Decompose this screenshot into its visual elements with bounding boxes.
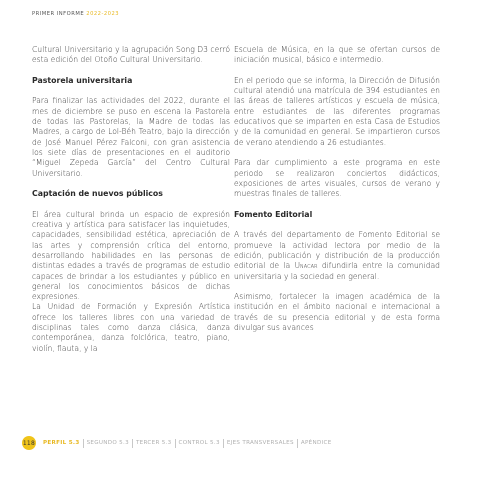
- paragraph: A través del departamento de Fomento Editorial se promueve la actividad lectora por medio de la edición, publicación y distribución de la producción editorial de la Unacar difundirla entre la comunidad universitaria y la sociedad en general.: [234, 230, 440, 281]
- footer-nav-item[interactable]: APÉNDICE: [300, 440, 332, 446]
- nav-separator: [175, 439, 176, 448]
- nav-separator: [132, 439, 133, 448]
- running-header: [32, 11, 119, 17]
- paragraph: El área cultural brinda un espacio de expresión creativa y artística para satisfacer las inquietudes, capacidades, sensibilidad estética, apreciación de las artes y comprensión crítica del entorno, desarrollando habilidades en las personas de distintas edades a través de programas de estudio capaces de brindar a los estudiantes y público en general los conocimientos básicos de dichas expresiones.: [32, 209, 230, 302]
- footer-nav-item[interactable]: EJES TRANSVERSALES: [226, 440, 294, 446]
- institution-name: Unacar: [294, 261, 318, 271]
- header-years: 2022-2023: [86, 11, 120, 17]
- section-heading: Pastorela universitaria: [32, 75, 133, 85]
- page-number: 118: [22, 436, 36, 450]
- nav-separator: [223, 439, 224, 448]
- footer-nav: [22, 437, 452, 449]
- section-heading: Fomento Editorial: [234, 209, 313, 219]
- right-column: [234, 45, 440, 344]
- footer-nav-item[interactable]: PERFIL 5.3: [43, 440, 80, 446]
- section-heading: Captación de nuevos públicos: [32, 189, 163, 199]
- nav-separator: [297, 439, 298, 448]
- footer-nav-item[interactable]: SEGUNDO 5.3: [86, 440, 129, 446]
- paragraph: Para finalizar las actividades del 2022, durante el mes de diciembre se puso en escena la Pastorela de todas las Pastorelas, la Madre de todas las Madres, a cargo de Lol-Béh Teatro, bajo la dirección de José Manuel Pérez Falconi, con gran asistencia los siete días de presentaciones en el auditorio “Miguel Zepeda García” del Centro Cultural Universitario.: [32, 96, 230, 178]
- nav-separator: [83, 439, 84, 448]
- paragraph: En el periodo que se informa, la Dirección de Difusión cultural atendió una matrícula de 394 estudiantes en las áreas de talleres artísticos y escuela de música, entre estudiantes de las diferentes programas educativos que se imparten en esta Casa de Estudios y de la comunidad en general. Se impartieron cursos de verano atendiendo a 26 estudiantes.: [234, 75, 440, 147]
- footer-nav-item[interactable]: TERCER 5.3: [135, 440, 172, 446]
- paragraph: Escuela de Música, en la que se ofertan cursos de iniciación musical, básico e intermedio.: [234, 45, 440, 65]
- paragraph: La Unidad de Formación y Expresión Artística ofrece los talleres libres con una variedad de disciplinas tales como danza clásica, danza contemporánea, danza folclórica, teatro, piano, violín, flauta, y la: [32, 302, 230, 353]
- left-column: [32, 45, 230, 364]
- paragraph: Asimismo, fortalecer la imagen académica de la institución en el ámbito nacional e internacional a través de su presencia editorial y de esta forma divulgar sus avances: [234, 292, 440, 333]
- paragraph: Cultural Universitario y la agrupación Song D3 cerró esta edición del Otoño Cultural Universitario.: [32, 45, 230, 65]
- header-title: PRIMER INFORME: [32, 11, 87, 17]
- footer-nav-item[interactable]: CONTROL 5.3: [178, 440, 220, 446]
- paragraph: Para dar cumplimiento a este programa en este periodo se realizaron conciertos didácticos, exposiciones de artes visuales, cursos de verano y muestras finales de talleres.: [234, 158, 440, 199]
